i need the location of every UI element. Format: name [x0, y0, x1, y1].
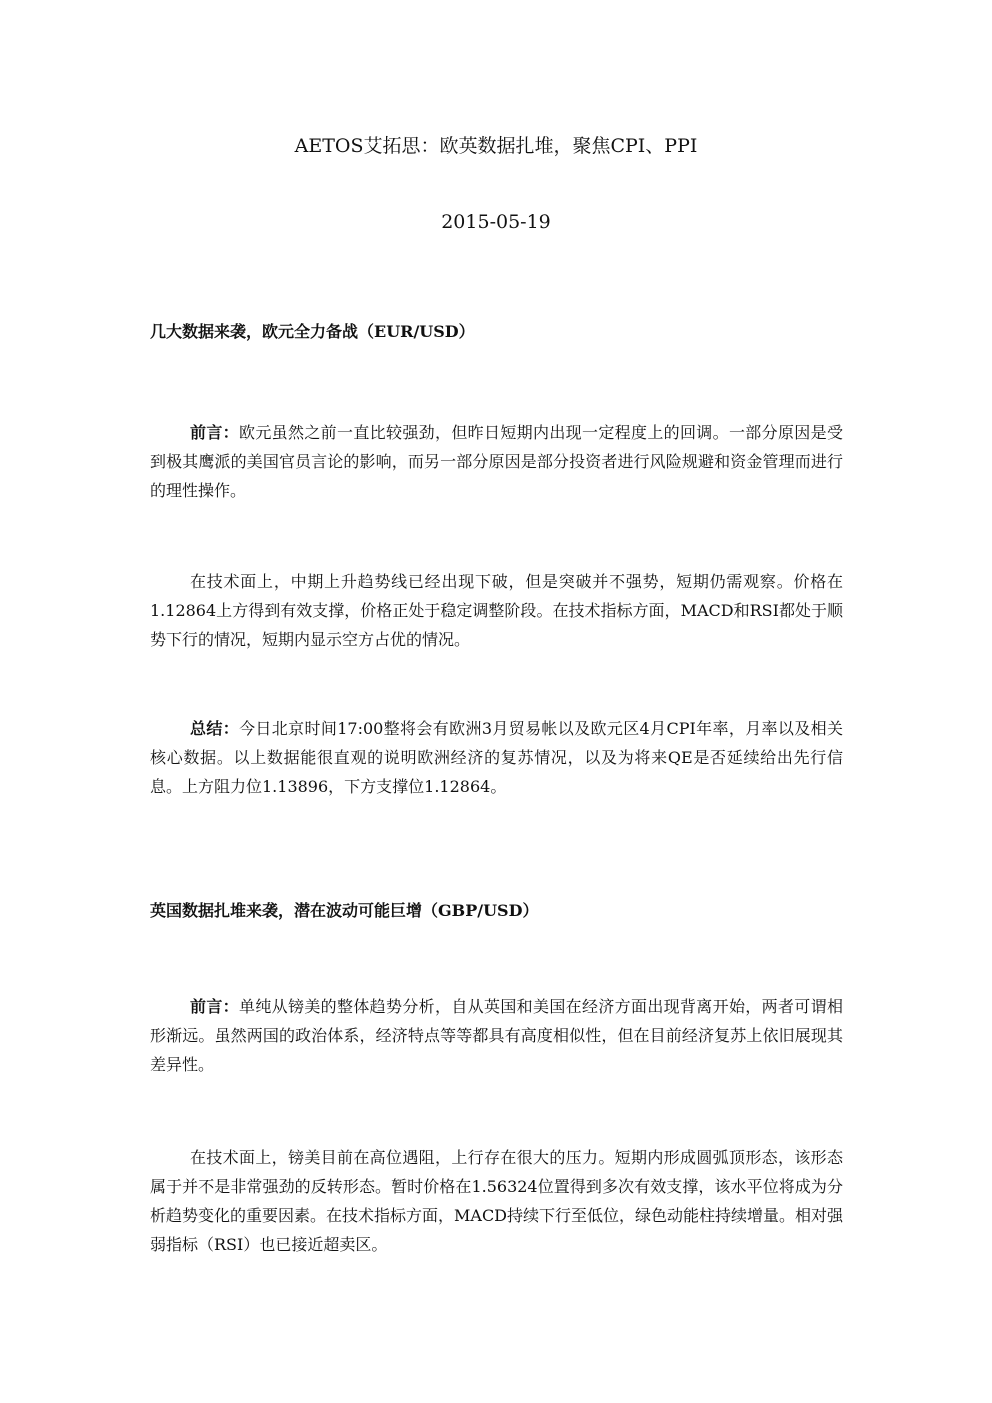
section-heading-eurusd: 几大数据来袭，欧元全力备战（EUR/USD） [150, 322, 475, 341]
document-date: 2015-05-19 [441, 211, 551, 233]
summary-text: 今日北京时间17:00整将会有欧洲3月贸易帐以及欧元区4月CPI年率，月率以及相关核心数据。以上数据能很直观的说明欧洲经济的复苏情况，以及为将来QE是否延续给出先行信息。上方阻力位1.13896，下方支撑位1.12864。 [150, 719, 843, 796]
intro-text: 单纯从镑美的整体趋势分析，自从英国和美国在经济方面出现背离开始，两者可谓相形渐远。虽然两国的政治体系，经济特点等等都具有高度相似性，但在目前经济复苏上依旧展现其差异性。 [150, 997, 843, 1074]
intro-label: 前言： [190, 997, 239, 1016]
document-title: AETOS艾拓思：欧英数据扎堆，聚焦CPI、PPI [294, 135, 698, 157]
paragraph-eurusd-summary [150, 714, 843, 801]
paragraph-eurusd-technical [150, 567, 843, 654]
paragraph-eurusd-intro [150, 418, 843, 505]
intro-label: 前言： [190, 423, 239, 442]
summary-label: 总结： [190, 719, 240, 738]
paragraph-gbpusd-technical [150, 1143, 843, 1259]
section-heading-gbpusd: 英国数据扎堆来袭，潜在波动可能巨增（GBP/USD） [150, 901, 539, 920]
intro-text: 欧元虽然之前一直比较强劲，但昨日短期内出现一定程度上的回调。一部分原因是受到极其鹰派的美国官员言论的影响，而另一部分原因是部分投资者进行风险规避和资金管理而进行的理性操作。 [150, 423, 843, 500]
paragraph-gbpusd-intro [150, 992, 843, 1079]
technical-text: 在技术面上，镑美目前在高位遇阻，上行存在很大的压力。短期内形成圆弧顶形态，该形态属于并不是非常强劲的反转形态。暂时价格在1.56324位置得到多次有效支撑，该水平位将成为分析趋势变化的重要因素。在技术指标方面，MACD持续下行至低位，绿色动能柱持续增量。相对强弱指标（RSI）也已接近超卖区。 [150, 1148, 844, 1254]
technical-text: 在技术面上，中期上升趋势线已经出现下破，但是突破并不强势，短期仍需观察。价格在1.12864上方得到有效支撑，价格正处于稳定调整阶段。在技术指标方面，MACD和RSI都处于顺势下行的情况，短期内显示空方占优的情况。 [150, 572, 843, 649]
